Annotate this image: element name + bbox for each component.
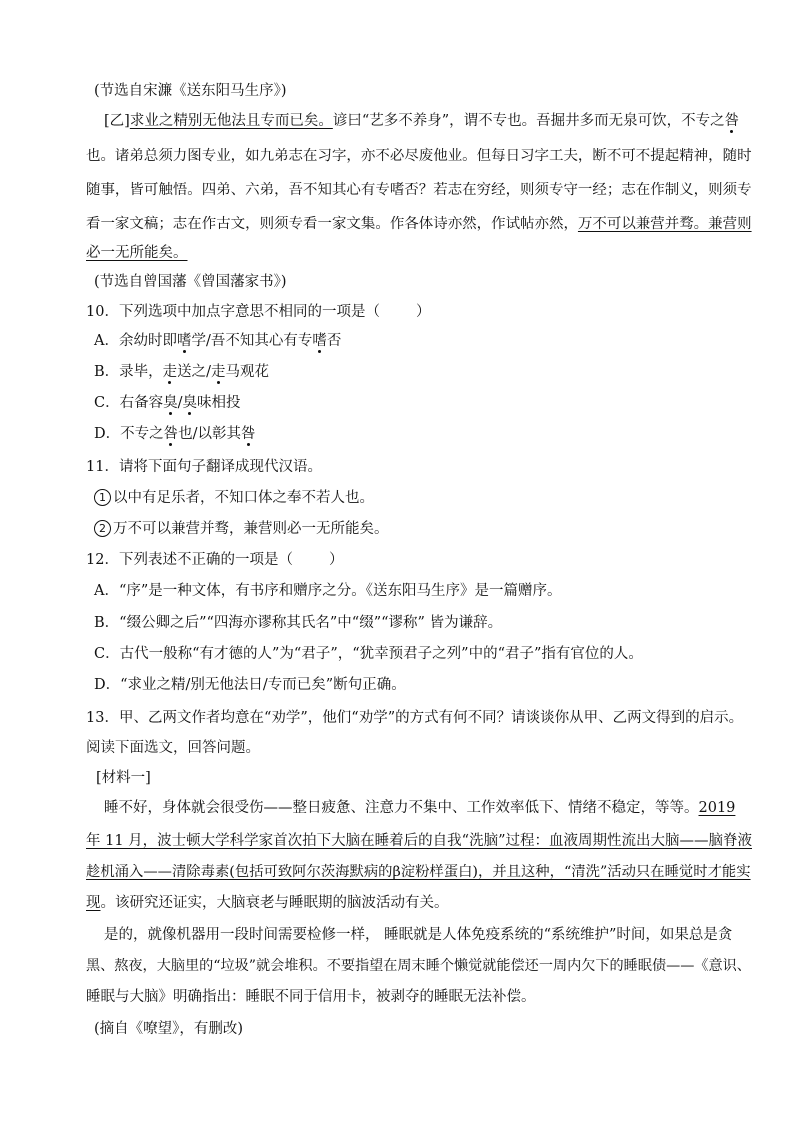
passage-b-underlined-3: 必一无所能矣。 [86,245,188,261]
q10-stem-close: ） [415,304,431,320]
dotted-char: 咎 [241,426,256,442]
option-label: A． [94,333,119,349]
question-12-option-a: A．“序”是一种文体，有书序和赠序之分。《送东阳马生序》是一篇赠序。 [94,583,562,599]
q12-stem-close: ） [328,552,344,568]
question-12-stem [86,550,343,570]
passage-b-text-1: 谚曰“艺多不养身”，谓不专也。吾掘井多而无泉可饮，不专之 [332,113,725,129]
material-1-label: [材料一] [96,770,151,786]
source-zeng-guofan: (节选自曾国藩《曾国藩家书》) [94,274,287,290]
material-1-para-2-line-1: 是的，就像机器用一段时间需要检修一样， 睡眠就是人体免疫系统的“系统维护”时间，如果总是贪 [104,927,733,943]
dotted-char: 嗜 [312,333,327,349]
option-text: 送之/ [177,364,212,380]
q10-stem-text: 10．下列选项中加点字意思不相同的一项是（ [86,304,380,320]
option-text: / [177,395,183,411]
option-text: 不专之 [120,426,164,442]
question-11-sentence-2 [94,519,389,539]
question-12-option-b: B．“缀公卿之后”“四海亦谬称其氏名”中“缀”“谬称” 皆为谦辞。 [94,615,503,631]
sentence-text: 万不可以兼营并骛，兼营则必一无所能矣。 [113,521,389,537]
option-text: 余幼时即 [118,333,177,349]
dotted-char: 臭 [163,395,178,411]
material-1-para-2-line-3: 睡眠与大脑》明确指出：睡眠不同于信用卡，被剥夺的睡眠无法补偿。 [86,989,536,1005]
option-label: D． [94,426,121,442]
option-text: 味相投 [197,395,241,411]
question-11-stem: 11．请将下面句子翻译成现代汉语。 [86,459,322,475]
sentence-text: 以中有足乐者，不知口体之奉不若人也。 [113,490,374,506]
material-1-para-2-line-2: 黑、熬夜，大脑里的“垃圾”就会堆积。不要指望在周末睡个懒觉就能偿还一周内欠下的睡眠债——《意识、 [86,958,751,974]
passage-b-line-4 [86,214,752,234]
circled-number: 1 [94,489,111,506]
passage-b-line-2: 也。诸弟总须力图专业，如九弟志在习字，亦不必尽废他业。但每日习字工夫，断不可不提起精神，随时 [86,148,752,164]
dotted-char: 咎 [163,426,179,442]
option-label: B． [94,364,120,380]
material-text: 。该研究还证实，大脑衰老与睡眠期的脑波活动有关。 [100,895,449,911]
question-10-stem [86,302,430,322]
passage-b-marker: [乙] [104,113,130,129]
question-12-option-c: C．古代一般称“有才德的人”为“君子”，“犹幸预君子之列”中的“君子”指有官位的人。 [94,646,643,662]
material-underlined: 2019 [698,800,736,816]
question-12-option-d: D．“求业之精/别无他法日/专而已矣”断句正确。 [94,677,406,693]
question-10-option-c [94,393,241,413]
material-text: 睡不好，身体就会很受伤——整日疲惫、注意力不集中、工作效率低下、情绪不稳定，等等。 [104,800,699,816]
question-11-sentence-1 [94,488,374,508]
source-song-lian: (节选自宋濂《送东阳马生序》) [94,83,287,99]
material-1-line-3 [86,862,751,882]
reading-instruction: 阅读下面选文，回答问题。 [86,740,260,756]
option-label: C． [94,395,120,411]
option-text: 右备容 [119,395,164,411]
option-text: 也/以彰其 [178,426,242,442]
question-10-option-d [94,424,256,444]
dotted-char: 臭 [182,395,197,411]
dotted-char: 走 [211,364,226,380]
material-underlined: 现 [86,895,101,911]
passage-b-underlined-2: 万不可以兼营并骛。兼营则 [577,216,752,232]
q12-stem-text: 12．下列表述不正确的一项是（ [86,552,293,568]
passage-b-line-5 [86,243,188,263]
material-underlined: 趁机涌入——清除毒素(包括可致阿尔茨海默病的β淀粉样蛋白)，并且这种，“清洗”活动只在睡觉时才能实 [86,864,751,880]
dotted-char: 嗜 [176,333,192,349]
option-text: 录毕， [119,364,163,380]
passage-b-line-1 [104,111,742,131]
source-liaowang: (摘自《嘹望》，有删改) [94,1021,244,1037]
question-10-option-a [94,331,341,351]
passage-b-underlined-1: 求业之精别无他法且专而已矣。 [129,113,333,129]
option-text: 否 [326,333,342,349]
material-1-line-4 [86,893,449,913]
option-text: 学/吾不知其心有专 [191,333,313,349]
question-13: 13．甲、乙两文作者均意在“劝学”，他们“劝学”的方式有何不同？请谈谈你从甲、乙两文得到的启示。 [86,710,744,726]
question-10-option-b [94,362,269,382]
dotted-char: 走 [162,364,178,380]
option-text: 马观花 [225,364,270,380]
material-underlined: 年 11 月，波士顿大学科学家首次拍下大脑在睡着后的自我“洗脑”过程：血液周期性流出大脑——脑脊液 [86,833,752,849]
circled-number: 2 [94,520,111,537]
passage-b-text-4: 看一家文稿；志在作古文，则须专看一家文集。作各体诗亦然，作试帖亦然， [86,216,578,232]
material-1-line-2 [86,831,752,851]
material-1-line-1 [104,798,742,818]
passage-b-line-3: 随事，皆可触悟。四弟、六弟，吾不知其心有专嗜否？若志在穷经，则须专守一经；志在作制义，则须专 [86,182,752,198]
dotted-char: 咎 [724,113,740,129]
